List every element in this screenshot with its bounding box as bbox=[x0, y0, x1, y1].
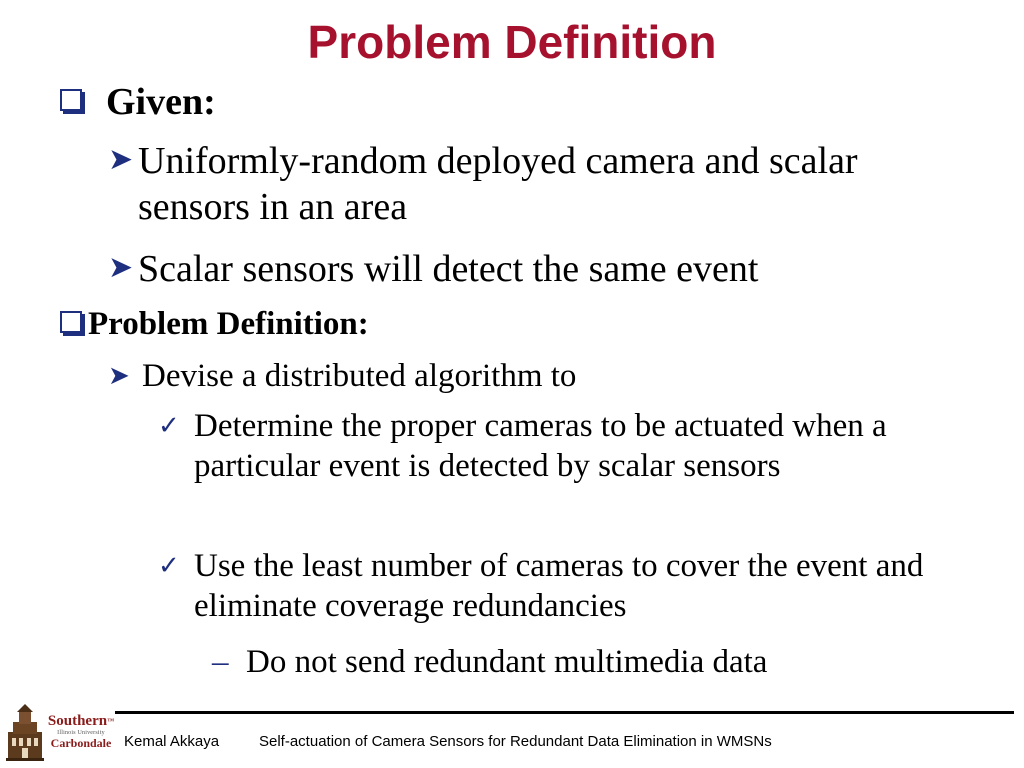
logo-name: Southern™ bbox=[47, 713, 115, 729]
square-box-bullet-icon bbox=[60, 89, 82, 111]
given-item-text: Scalar sensors will detect the same event bbox=[138, 248, 759, 290]
dash-item-text: Do not send redundant multimedia data bbox=[246, 644, 768, 680]
dash-item bbox=[212, 642, 767, 682]
footer-author: Kemal Akkaya bbox=[124, 733, 220, 750]
arrowhead-bullet-icon: ➤ bbox=[108, 361, 130, 391]
given-heading: Given: bbox=[106, 81, 216, 123]
problem-sub-text: Devise a distributed algorithm to bbox=[142, 358, 577, 394]
slide-title: Problem Definition bbox=[307, 16, 717, 68]
arrowhead-bullet-icon: ➤ bbox=[108, 250, 134, 285]
logo-line3: Carbondale bbox=[50, 736, 112, 750]
check-mark-icon: ✓ bbox=[158, 411, 180, 441]
check-item-2 bbox=[158, 546, 928, 626]
square-box-bullet-icon bbox=[60, 311, 82, 333]
check-item-text: Determine the proper cameras to be actuated when a particular event is detected by scalar sensors bbox=[194, 408, 887, 484]
given-item-text: Uniformly-random deployed camera and scalar sensors in an area bbox=[138, 140, 858, 228]
en-dash-bullet-icon: – bbox=[212, 644, 229, 680]
check-item-1 bbox=[158, 406, 928, 486]
problem-sub-item bbox=[108, 356, 576, 396]
problem-heading: Problem Definition: bbox=[88, 306, 369, 342]
university-logo bbox=[46, 714, 116, 749]
check-mark-icon: ✓ bbox=[158, 551, 180, 581]
footer-paper-title: Self-actuation of Camera Sensors for Redundant Data Elimination in WMSNs bbox=[259, 733, 772, 750]
logo-line2: Illinois University bbox=[57, 730, 105, 736]
bullet-given bbox=[60, 80, 216, 124]
footer-rule bbox=[115, 711, 1014, 714]
given-item-1 bbox=[108, 138, 928, 230]
given-item-2 bbox=[108, 246, 758, 292]
arrowhead-bullet-icon: ➤ bbox=[108, 142, 134, 177]
bullet-problem-definition bbox=[60, 304, 369, 344]
check-item-text: Use the least number of cameras to cover the event and eliminate coverage redundancies bbox=[194, 548, 924, 624]
